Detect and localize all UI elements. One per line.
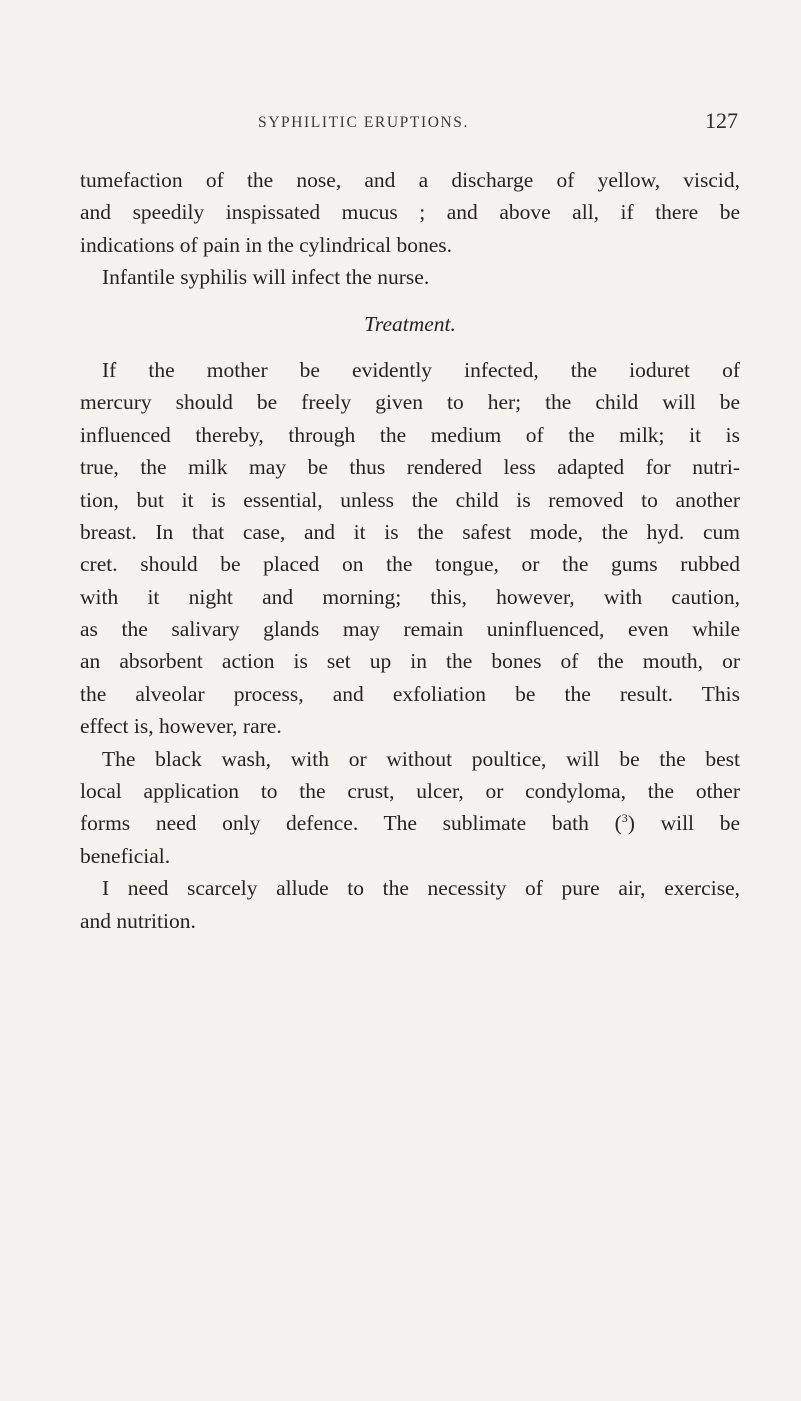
- text-line: tumefaction of the nose, and a discharge of yellow, viscid,: [80, 168, 740, 192]
- paragraph-black-wash: [80, 743, 740, 873]
- text-line: with it night and morning; this, however, with caution,: [80, 584, 740, 609]
- text-line: the alveolar process, and exfoliation be the result. This: [80, 681, 740, 706]
- body-text: [80, 164, 740, 937]
- text-line: true, the milk may be thus rendered less adapted for nutri-: [80, 455, 740, 480]
- text-fragment: forms need only defence. The sublimate bath (: [80, 811, 622, 836]
- text-line: Infantile syphilis will infect the nurse.: [102, 265, 430, 290]
- text-line: effect is, however, rare.: [80, 714, 282, 739]
- text-line-with-footnote: [80, 807, 740, 839]
- paragraph-infantile: [80, 261, 740, 293]
- text-line: I need scarcely allude to the necessity of pure air, exercise,: [102, 876, 740, 901]
- text-line: If the mother be evidently infected, the ioduret of: [102, 357, 740, 382]
- running-head: [60, 108, 740, 138]
- text-line: mercury should be freely given to her; the child will be: [80, 390, 740, 415]
- paragraph-pure-air: [80, 872, 740, 937]
- text-line: as the salivary glands may remain uninfluenced, even while: [80, 617, 740, 642]
- text-line: local application to the crust, ulcer, or condyloma, the other: [80, 779, 740, 804]
- text-line: and speedily inspissated mucus ; and above all, if there be: [80, 200, 740, 225]
- paragraph-treatment: [80, 354, 740, 743]
- text-line: The black wash, with or without poultice, will be the best: [102, 746, 740, 771]
- text-line: an absorbent action is set up in the bones of the mouth, or: [80, 649, 740, 674]
- text-line: tion, but it is essential, unless the child is removed to another: [80, 487, 740, 512]
- section-heading: Treatment.: [364, 311, 456, 336]
- text-line: influenced thereby, through the medium of the milk; it is: [80, 422, 740, 447]
- text-line: indications of pain in the cylindrical bones.: [80, 232, 452, 257]
- text-line: cret. should be placed on the tongue, or the gums rubbed: [80, 552, 740, 577]
- text-fragment: ) will be: [627, 811, 741, 836]
- footnote-reference: 3: [621, 811, 628, 826]
- page-number: 127: [705, 108, 738, 133]
- text-line: breast. In that case, and it is the safest mode, the hyd. cum: [80, 519, 740, 544]
- paragraph-continuation: [80, 164, 740, 261]
- text-line: beneficial.: [80, 843, 171, 868]
- text-line: and nutrition.: [80, 908, 196, 933]
- running-title: SYPHILITIC ERUPTIONS.: [258, 114, 469, 131]
